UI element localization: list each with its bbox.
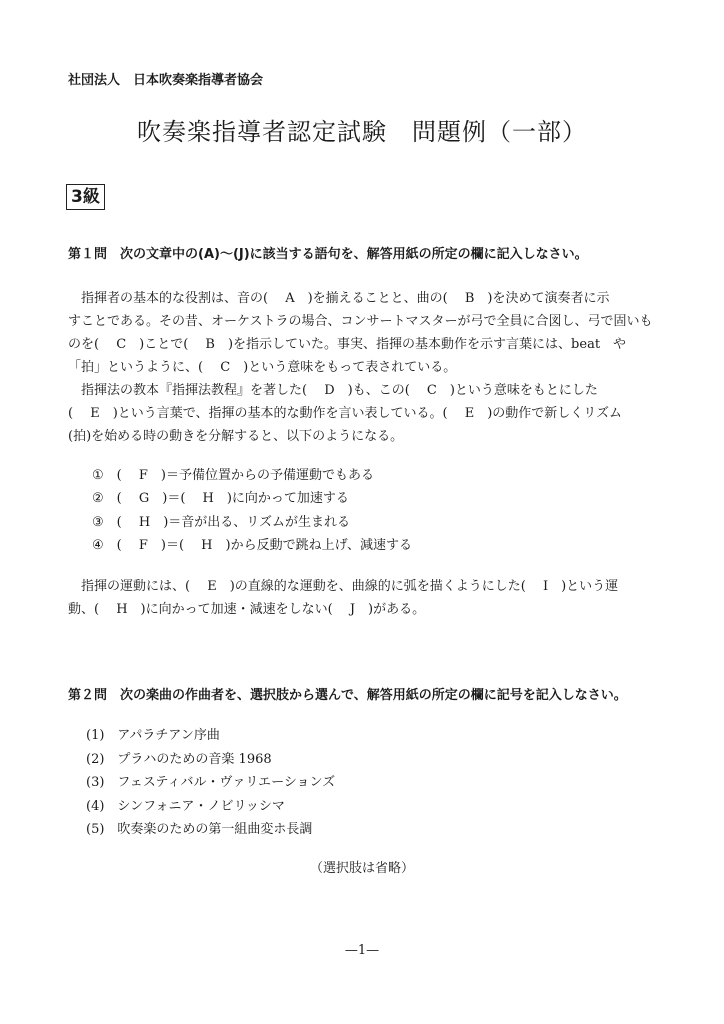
question-2-heading: 第２問 次の楽曲の作曲者を、選択肢から選んで、解答用紙の所定の欄に記号を記入しなさい。 xyxy=(68,688,627,703)
text-line: (拍)を始める時の動きを分解すると、以下のようになる。 xyxy=(68,429,404,444)
organization-name: 社団法人 日本吹奏楽指導者協会 xyxy=(68,73,264,88)
list-item: ④ ( F )＝( H )から反動で跳ね上げ、減速する xyxy=(92,537,413,553)
text-line: のを( C )ことで( B )を指示していた。事実、指揮の基本動作を示す言葉には、beat や xyxy=(68,337,627,352)
list-item: ③ ( H )＝音が出る、リズムが生まれる xyxy=(92,514,351,530)
list-item: (3) フェスティバル・ヴァリエーションズ xyxy=(86,775,336,790)
choices-omitted-note: （選択肢は省略） xyxy=(309,861,414,876)
page-number: —1— xyxy=(344,943,380,958)
conducting-steps-list xyxy=(92,464,412,557)
works-list xyxy=(86,724,335,842)
list-item: ① ( F )＝予備位置からの予備運動でもある xyxy=(92,468,374,483)
question-1-paragraph-2 xyxy=(68,575,656,621)
text-line: 指揮法の教本『指揮法教程』を著した( D )も、この( C )という意味をもとにした xyxy=(68,383,598,398)
list-item: (5) 吹奏楽のための第一組曲変ホ長調 xyxy=(86,822,313,837)
text-line: 指揮の運動には、( E )の直線的な運動を、曲線的に弧を描くようにした( I )という運 xyxy=(68,579,619,594)
text-line: 「拍」というように、( C )という意味をもって表されている。 xyxy=(68,360,457,375)
page-title: 吹奏楽指導者認定試験 問題例（一部） xyxy=(137,118,587,146)
list-item: (1) アパラチアン序曲 xyxy=(86,728,220,743)
text-line: すことである。その昔、オーケストラの場合、コンサートマスターが弓で全員に合図し、弓で固いも xyxy=(68,314,653,329)
question-1-paragraph-1 xyxy=(68,287,656,448)
grade-badge: 3級 xyxy=(66,184,105,210)
list-item: (4) シンフォニア・ノビリッシマ xyxy=(86,798,285,814)
question-1-heading: 第１問 次の文章中の(A)〜(J)に該当する語句を、解答用紙の所定の欄に記入しなさい。 xyxy=(68,247,588,262)
text-line: ( E )という言葉で、指揮の基本的な動作を言い表している。( E )の動作で新しくリズム xyxy=(68,406,623,421)
list-item: ② ( G )＝( H )に向かって加速する xyxy=(92,491,349,507)
text-line: 動、( H )に向かって加速・減速をしない( J )がある。 xyxy=(68,602,426,617)
list-item: (2) プラハのための音楽 1968 xyxy=(86,751,272,767)
text-line: 指揮者の基本的な役割は、音の( A )を揃えることと、曲の( B )を決めて演奏者に示 xyxy=(68,291,610,306)
